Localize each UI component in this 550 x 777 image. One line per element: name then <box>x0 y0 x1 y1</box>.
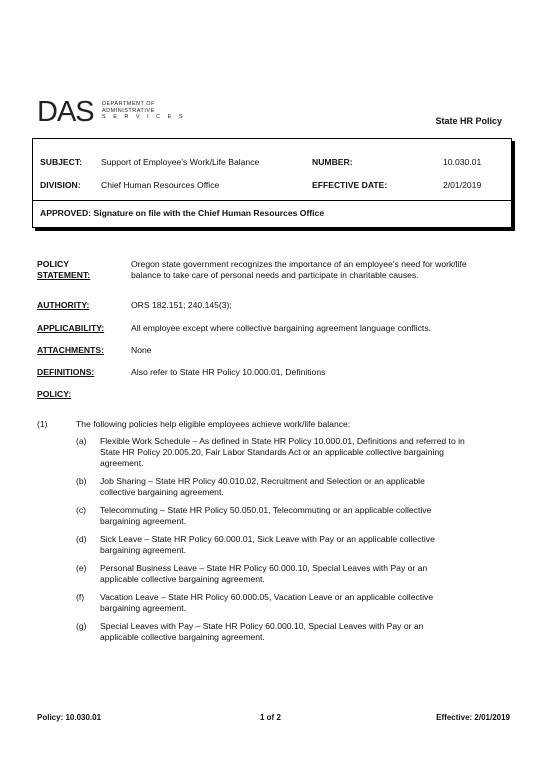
policy-item-text-line: applicable collective bargaining agreement. <box>100 632 265 642</box>
policy-item-text-line: collective bargaining agreement. <box>100 487 224 497</box>
number-label: NUMBER: <box>312 157 353 167</box>
policy-item-letter: (a) <box>76 436 87 446</box>
authority-label: AUTHORITY: <box>37 300 90 310</box>
policy-item-text-line: Telecommuting – State HR Policy 50.050.01, Telecommuting or an applicable collective <box>100 505 432 515</box>
authority-value: ORS 182.151; 240.145(3); <box>131 300 232 310</box>
document-type: State HR Policy <box>435 116 502 126</box>
effective-date-value: 2/01/2019 <box>443 180 482 190</box>
footer-page-number: 1 of 2 <box>260 713 281 722</box>
logo-line-2: ADMINISTRATIVE <box>102 107 155 114</box>
effective-date-label: EFFECTIVE DATE: <box>312 180 388 190</box>
policy-item-text-line: State HR Policy 20.005.20, Fair Labor Standards Act or an applicable collective bargaining <box>100 447 444 457</box>
policy-item-number: (1) <box>37 419 48 429</box>
definitions-value: Also refer to State HR Policy 10.000.01, Definitions <box>131 367 326 377</box>
policy-statement-label-1: POLICY <box>37 259 69 269</box>
policy-item-letter: (c) <box>76 505 87 515</box>
policy-item-text-line: Special Leaves with Pay – State HR Policy 60.000.10, Special Leaves with Pay or an <box>100 621 424 631</box>
division-value: Chief Human Resources Office <box>101 180 220 190</box>
policy-item-text-line: Flexible Work Schedule – As defined in State HR Policy 10.000.01, Definitions and referred to in <box>100 436 465 446</box>
attachments-label: ATTACHMENTS: <box>37 345 104 355</box>
policy-item-letter: (e) <box>76 563 87 573</box>
policy-heading: POLICY: <box>37 389 72 399</box>
subject-value: Support of Employee’s Work/Life Balance <box>101 157 260 167</box>
applicability-value: All employee except where collective bargaining agreement language conflicts. <box>131 323 432 333</box>
footer-policy-number: Policy: 10.030.01 <box>37 713 102 722</box>
policy-item-text-line: bargaining agreement. <box>100 603 186 613</box>
policy-item-text-line: Vacation Leave – State HR Policy 60.000.05, Vacation Leave or an applicable collective <box>100 592 434 602</box>
policy-item-letter: (g) <box>76 621 87 631</box>
policy-statement-line-1: Oregon state government recognizes the importance of an employee’s need for work/life <box>131 259 467 269</box>
policy-item-letter: (b) <box>76 476 87 486</box>
subject-label: SUBJECT: <box>40 157 83 167</box>
applicability-label: APPLICABILITY: <box>37 323 105 333</box>
das-logo-text: DAS <box>37 96 94 128</box>
policy-item-letter: (f) <box>76 592 85 602</box>
das-logo-subtitle <box>102 101 186 121</box>
policy-item-text-line: bargaining agreement. <box>100 516 186 526</box>
policy-intro: The following policies help eligible employees achieve work/life balance: <box>76 419 351 429</box>
policy-statement-line-2: balance to take care of personal needs and participate in charitable causes. <box>131 270 419 280</box>
logo-line-3: S E R V I C E S <box>102 114 186 121</box>
policy-statement-label-2: STATEMENT: <box>37 270 91 280</box>
footer-effective-date: Effective: 2/01/2019 <box>436 713 510 722</box>
division-label: DIVISION: <box>40 180 81 190</box>
policy-item-text-line: Sick Leave – State HR Policy 60.000.01, Sick Leave with Pay or an applicable collective <box>100 534 435 544</box>
meta-divider <box>33 200 511 201</box>
attachments-value: None <box>131 345 152 355</box>
approved-line: APPROVED: Signature on file with the Chief Human Resources Office <box>40 208 325 218</box>
policy-item-text-line: bargaining agreement. <box>100 545 186 555</box>
definitions-label: DEFINITIONS: <box>37 367 95 377</box>
policy-item-text-line: applicable collective bargaining agreement. <box>100 574 265 584</box>
policy-meta-box <box>32 138 512 228</box>
number-value: 10.030.01 <box>443 157 482 167</box>
policy-item-text-line: agreement. <box>100 458 144 468</box>
policy-item-letter: (d) <box>76 534 87 544</box>
logo-line-1: DEPARTMENT OF <box>102 101 155 107</box>
policy-item-text-line: Personal Business Leave – State HR Policy 60.000.10, Special Leaves with Pay or an <box>100 563 428 573</box>
policy-item-text-line: Job Sharing – State HR Policy 40.010.02, Recruitment and Selection or an applicable <box>100 476 425 486</box>
